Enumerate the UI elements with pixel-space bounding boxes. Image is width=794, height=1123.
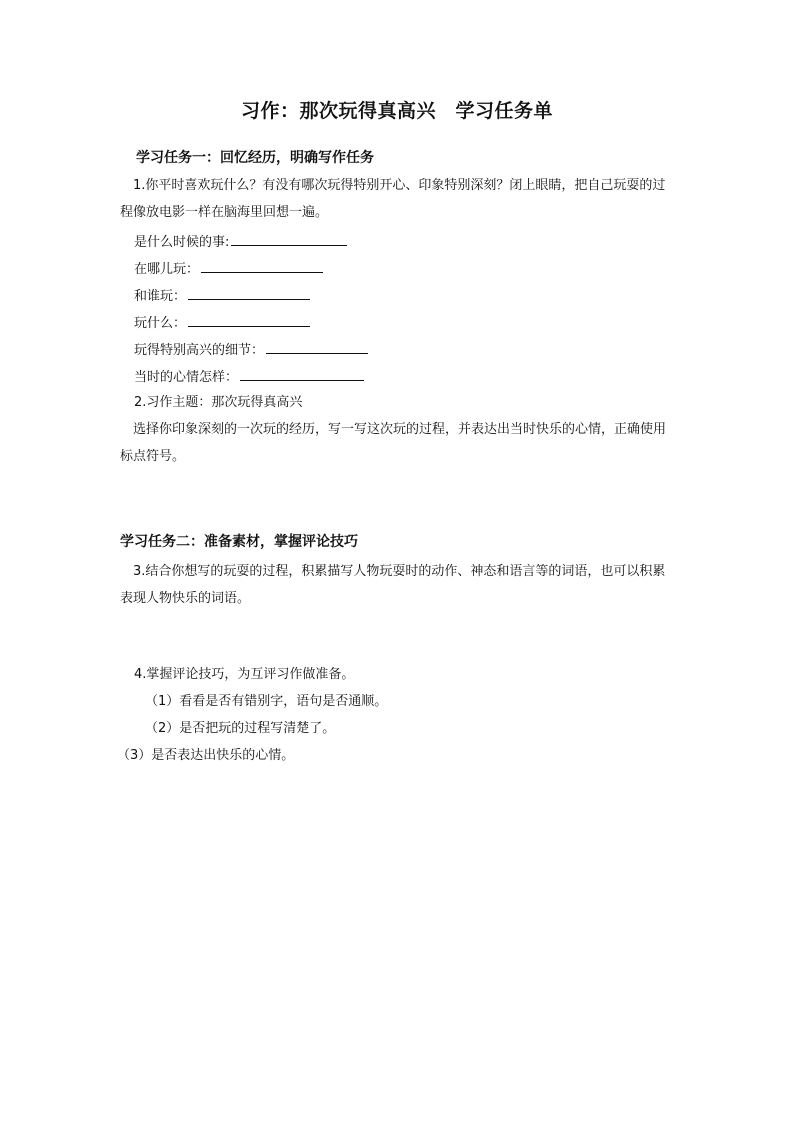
prompt-what: [134, 314, 310, 332]
answer-blank-mood[interactable]: [240, 368, 364, 381]
criterion-1: （1）看看是否有错别字，语句是否通顺。: [145, 694, 388, 709]
answer-blank-details[interactable]: [266, 341, 368, 354]
prompt-mood: [134, 368, 364, 386]
question-2-text: 选择你印象深刻的一次玩的经历，写一写这次玩的过程，并表达出当时快乐的心情，正确使用标点符号。: [120, 422, 667, 464]
question-1-text: 1.你平时喜欢玩什么？有没有哪次玩得特别开心、印象特别深刻？闭上眼睛，把自己玩耍的过程像放电影一样在脑海里回想一遍。: [120, 178, 666, 220]
question-3-text: 3.结合你想写的玩耍的过程，积累描写人物玩耍时的动作、神态和语言等的词语，也可以积累表现人物快乐的词语。: [120, 564, 666, 606]
prompt-details-label: 玩得特别高兴的细节：: [134, 343, 265, 358]
answer-blank-with-whom[interactable]: [188, 287, 310, 300]
prompt-where-label: 在哪儿玩：: [134, 262, 200, 277]
answer-blank-when[interactable]: [231, 233, 347, 246]
answer-blank-where[interactable]: [201, 260, 323, 273]
prompt-where: [134, 260, 323, 278]
document-title: 习作：那次玩得真高兴 学习任务单: [240, 100, 553, 122]
prompt-when: [134, 233, 347, 251]
task1-heading: 学习任务一：回忆经历，明确写作任务: [136, 150, 374, 166]
prompt-with-whom-label: 和谁玩：: [134, 289, 187, 304]
task2-heading: 学习任务二：准备素材，掌握评论技巧: [120, 534, 358, 550]
prompt-details: [134, 341, 368, 359]
criterion-2: （2）是否把玩的过程写清楚了。: [145, 721, 336, 736]
prompt-with-whom: [134, 287, 310, 305]
answer-blank-what[interactable]: [188, 314, 310, 327]
question-4-text: 4.掌握评论技巧，为互评习作做准备。: [134, 667, 355, 682]
criterion-3: （3）是否表达出快乐的心情。: [117, 748, 295, 763]
question-2-label: 2.习作主题：那次玩得真高兴: [134, 395, 303, 410]
prompt-when-label: 是什么时候的事:: [134, 235, 230, 250]
prompt-mood-label: 当时的心情怎样：: [134, 370, 239, 385]
prompt-what-label: 玩什么：: [134, 316, 187, 331]
